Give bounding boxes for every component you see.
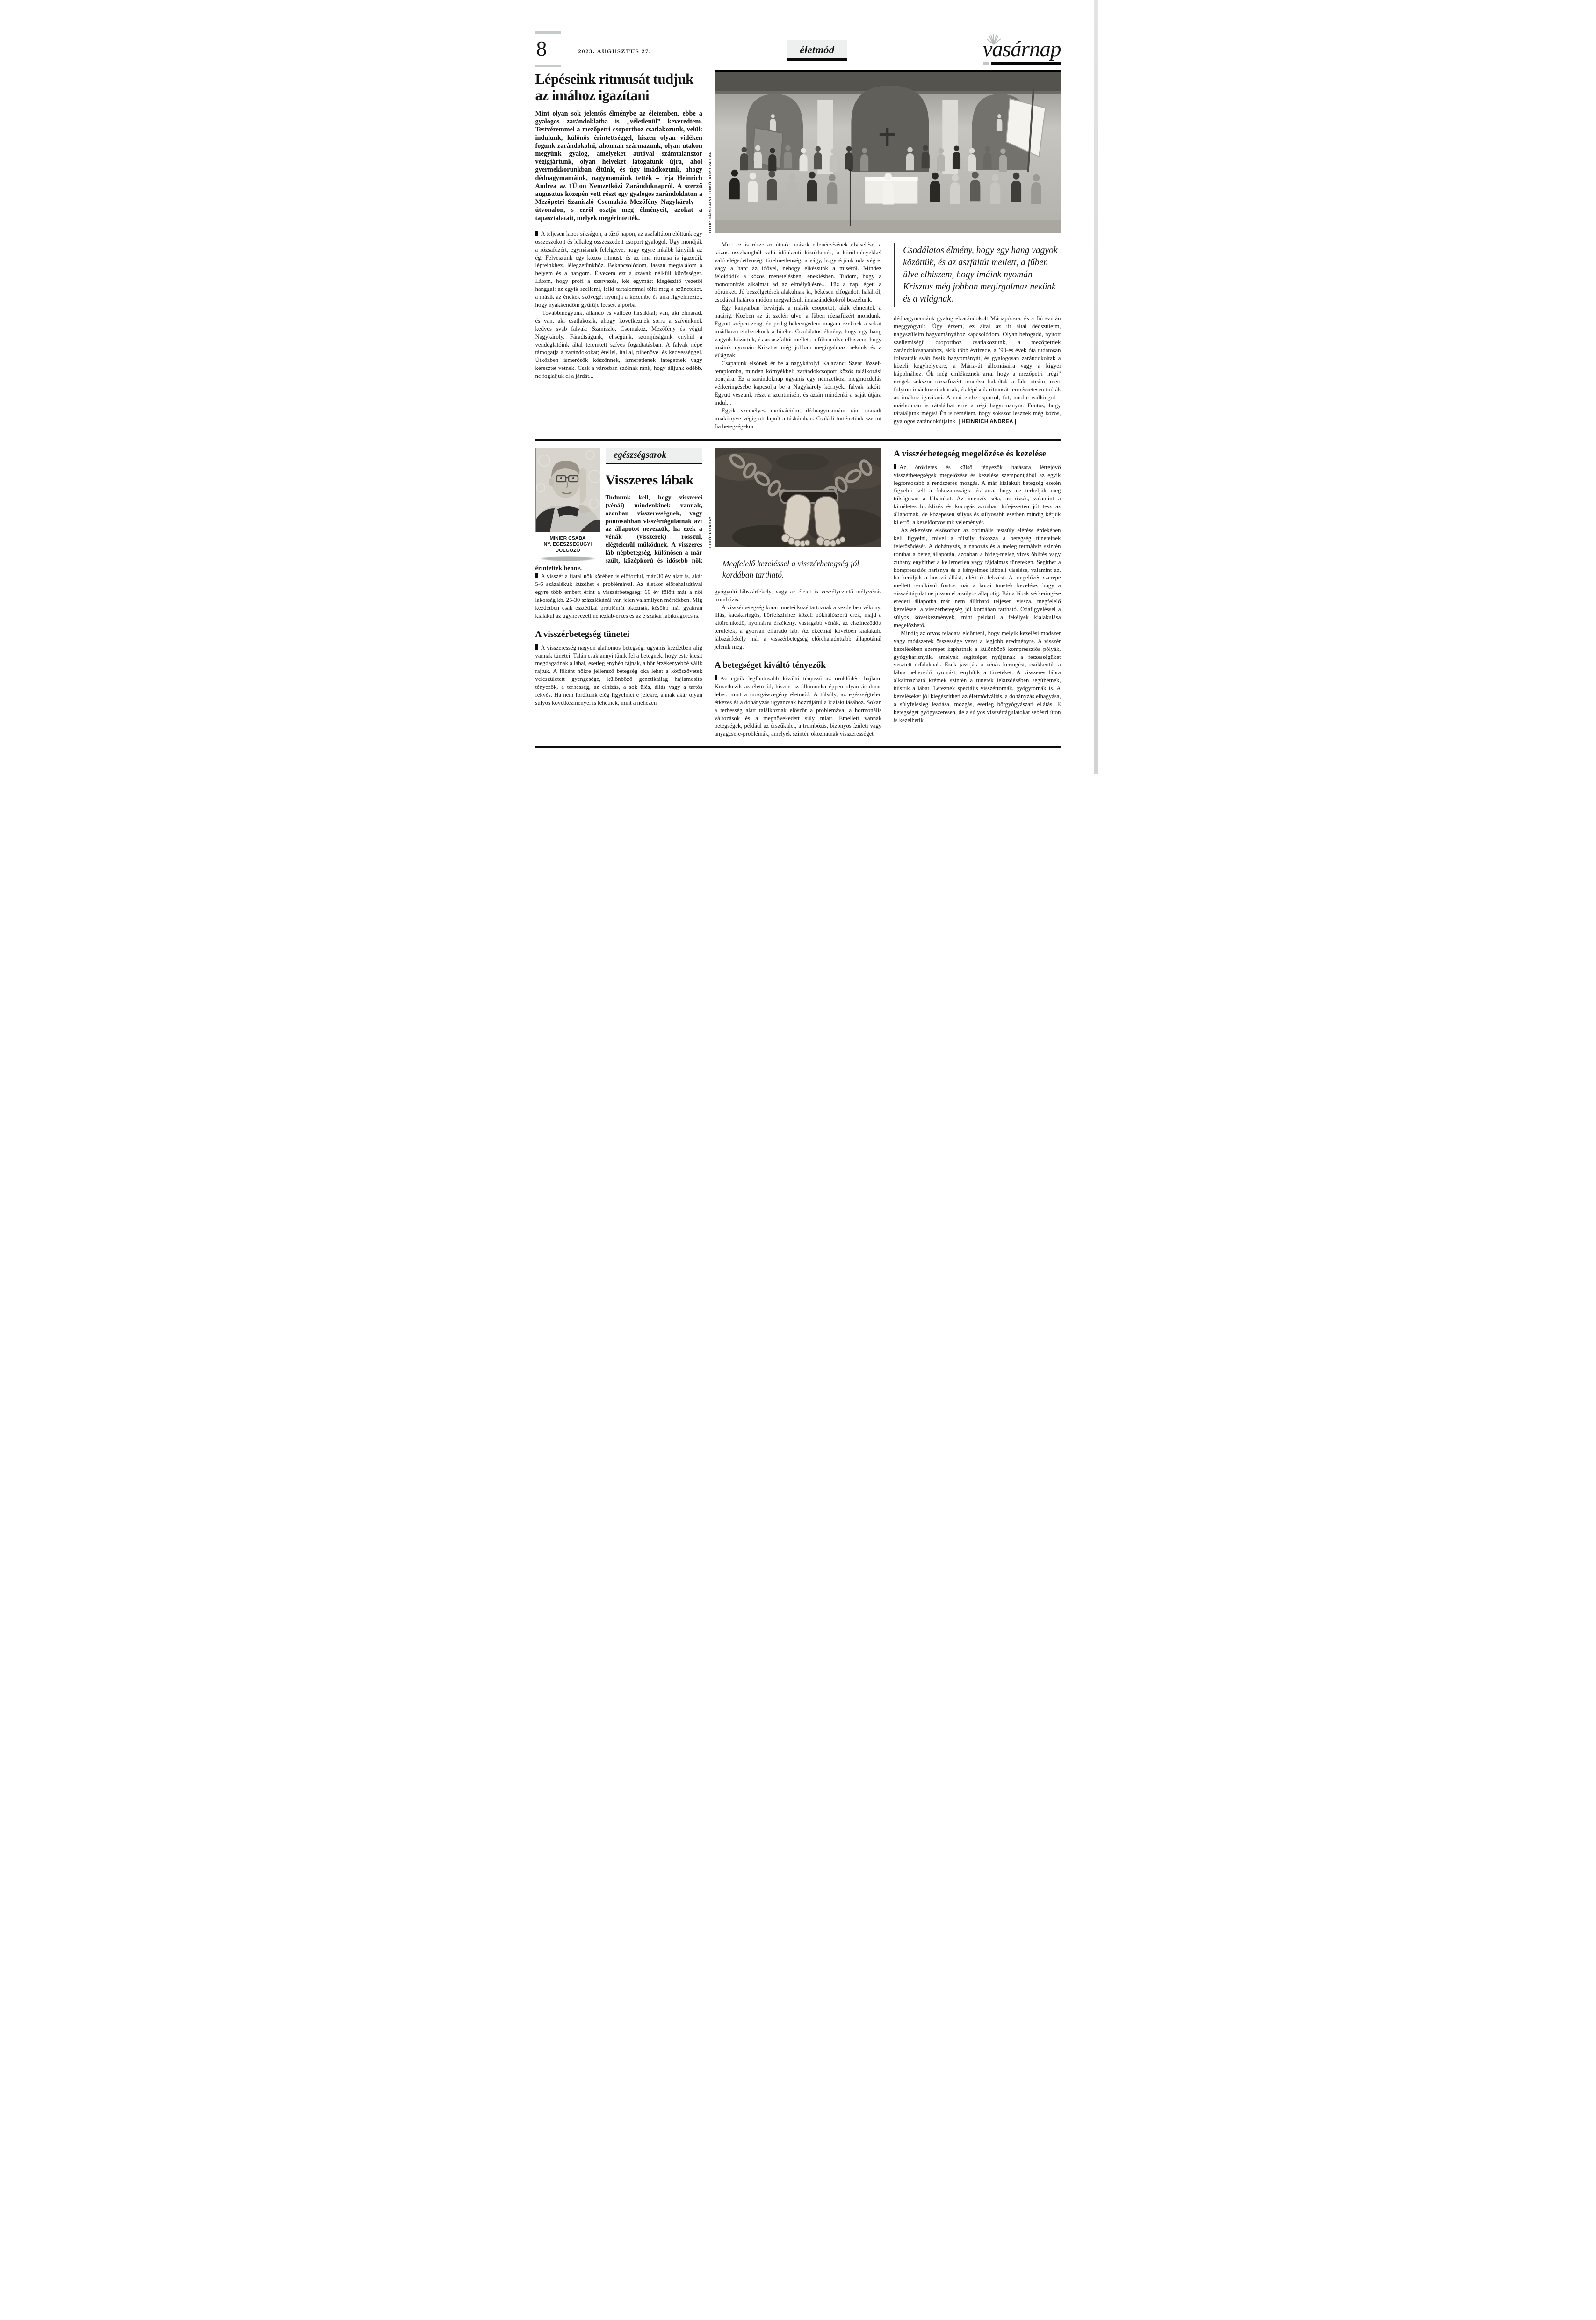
page-number-bottom-bar: [535, 65, 561, 67]
pilgrimage-byline: | HEINRICH ANDREA |: [958, 419, 1017, 425]
health-headline: Visszeres lábak: [605, 472, 693, 488]
feet-photo-credit: FOTÓ: PIXABAY: [708, 516, 712, 548]
masthead-underline: [983, 62, 1061, 65]
pilgrimage-headline: Lépéseink ritmusát tudjuk az imához igazítani: [535, 71, 693, 103]
author-name: MINIER CSABA: [549, 535, 586, 541]
health-paragraph: A visszeresség nagyon alattomos betegség, ugyanis kezdetben alig vannak tünetei. Talán csak annyi tűnik fel a betegnek, hogy este kicsit megdagadnak a lábai, esetleg enyhén fájnak, a bőr érzékenyebbé válik rajtuk. A főként nőkre jellemző betegség oka lehet a kötőszövetek veleszületett gyengesége, különböző genetikailag hajlamosító tényezők, a terhesség, az elhízás, a sok ülés, állás vagy a tartós fekvés. Ha nem fordítunk elég figyelmet e jelekre, annak akár olyan súlyos következményei is lehetnek, mint a nehezen: [535, 644, 702, 706]
author-portrait-block: [535, 448, 600, 561]
section-divider-rule: [535, 439, 1061, 441]
paragraph-marker-icon: [715, 675, 717, 680]
pilgrimage-paragraph: A teljesen lapos síkságon, a tűző napon, az aszfaltúton előttünk egy összeszokott és lelkileg összeszedett csoport gyalogol. Úgy mondják a rózsafüzért, egymásnak felelgetve, hogy egyre inkább kinyílik az ég. Felveszünk egy közös ritmust, és az ima ritmusa is igazodik lépteinkhez, lélegzetünkhöz. Bekapcsolódom, lassan megtalálom a helyem és a hangom. Élvezem ezt a szavak nélküli közösséget. Látom, hogy profi a szervezés, két egymást kiegészítő vezetői hanggal: az egyik szellemi, lelki tartalommal tölti meg a szüneteket, a másik az énekek szövegét nyomja a kezembe és arra figyelmeztet, hogy nyakkendőm gyűrűje leesett a porba.: [535, 230, 702, 308]
health-paragraph: gyógyuló lábszárfekély, vagy az életet is veszélyeztető mélyvénás trombózis.: [714, 588, 882, 603]
dateline: 2023. AUGUSZTUS 27.: [578, 48, 651, 55]
pilgrimage-paragraph: Továbbmegyünk, állandó és változó társakkal; van, aki elmarad, és van, aki csatlakozik, ahogy következnek sorra a szívünknek kedves sváb falvak: Szaniszló, Csomaköz, Mezőfény és végül Nagykároly. Fáradtságunk, éhségünk, szomjúságunk enyhül a vendéglátóink által teremtett szíves fogadtatásban. A falvak népe támogatja a zarándokokat; étellel, itallal, pihenővel és kedvességgel. Útközben ismerősök köszönnek, ismeretlenek integetnek vagy keresztet vetnek. Csak a városban szólnak ránk, hogy álljunk odébb, ne foglaljuk el a járdát...: [535, 309, 702, 380]
paragraph-marker-icon: [894, 464, 896, 469]
pilgrimage-paragraph: Csapatunk elsőnek ér be a nagykárolyi Kalazanci Szent József-templomba, minden környékbeli zarándokcsoport közös találkozási pontjára. Ez a zarándoknap ugyanis egy nemzetközi megmozdulás vérkeringésébe kapcsolja be a Nagykároly környéki falvak lakóit. Együtt veszünk részt a szentmisén, és aztán mindenki a saját útjára indul...: [714, 360, 882, 406]
page-number-block: [535, 31, 561, 67]
feet-photo-illustration: [715, 448, 881, 547]
author-title: NY. EGÉSZSÉGÜGYI DOLGOZÓ: [543, 541, 592, 553]
pilgrimage-paragraph: Egy kanyarban bevárjuk a másik csoportot, akik elmentek a határig. Közben az út szélén ülve, a fűben rózsafüzért mondunk. Együtt szépen zeng, én pedig beleengedem magam ezeknek a sokat imádkozó embereknek a hitébe. Csodálatos élmény, hogy egy hang vagyok közöttük, és az aszfaltút mellett, a fűben ülve elhiszem, hogy imáink nyomán Krisztus még jobban megirgalmaz nekünk és a világnak.: [714, 304, 882, 359]
pilgrimage-pull-quote: Csodálatos élmény, hogy egy hang vagyok közöttük, és az aszfaltút mellett, a fűben ülve elhiszem, hogy imáink nyomán Krisztus még jobban megirgalmaz nekünk és a világnak.: [894, 243, 1061, 307]
page-bottom-rule: [535, 746, 1061, 748]
health-column-2: [708, 448, 882, 738]
pilgrimage-paragraph: Mert ez is része az útnak: mások ellenérzésének elviselése, a közös összhangból való időnkénti kizökkenés, a körülményekkel való elégedetlenség, türelmetlenség, a vágy, hogy érjünk oda végre, vagy a harc az idővel, nehogy elkéssünk a miséről. Mindez feloldódik a közös menetelésben, éneklésben. Tudom, hogy a monotonitás alkalmat ad az elmélyülésre... Tűz a nap, égeti a bőrünket. Jó beszélgetések alakulnak ki, békésen elfogadott halálról, csodával határos módon megvalósult imaszándékokról beszélünk.: [714, 241, 882, 304]
health-kicker: [606, 448, 702, 464]
masthead: [983, 39, 1061, 67]
health-subhead-causes: A betegséget kiváltó tényezők: [714, 660, 826, 670]
section-label: életmód: [787, 40, 847, 61]
pilgrimage-column-3: [894, 241, 1061, 431]
pilgrimage-lead: Mint olyan sok jelentős élménybe az életemben, ebbe a gyalogos zarándoklatba is „véletlenül” keveredtem. Testvéremmel a mezőpetri csoporthoz csatlakozunk, velük indulunk, különös érintettséggel, hiszen olyan vidéken fogunk zarándokolni, ahonnan származunk, olyan utakon megyünk gyalog, amelyeket autóval számtalanszor végigjártunk, olyan helyeket látogatunk újra, ahol gyermekkorunkban éltünk, és úgy imádkozunk, ahogy dédnagymamáink, nagymamáink tették – írja Heinrich Andrea az 1Úton Nemzetközi Zarándoknapról. A szerző augusztus közepén vett részt egy gyalogos zarándoklaton a Mezőpetri–Szaniszló–Csomaköz–Mezőfény–Nagykároly útvonalon, s erről osztja meg élményeit, azokat a tapasztalatait, melyek megérintették.: [535, 110, 702, 222]
pilgrimage-paragraph: Egyik személyes motivációm, dédnagymamám rám maradt imakönyve végig ott lapult a táskámban. Családi történetünk szerint fia betegségekor: [714, 407, 882, 430]
pilgrimage-paragraph: dédnagymamánk gyalog elzarándokolt Máriapócsra, és a fiú ezután meggyógyult. Úgy érzem, ez által az út által dédszüleim, nagyszüleim hagyományához kapcsolódom. Olyan befogadó, nyitott szellemiségű csoporthoz csatlakoztunk, a mezőpetriek zarándokcsapatához, akik több évtizede, a ’90-es évek óta tudatosan folytatták sváb őseik hagyományát, és gyalogosan zarándokoltak a közeli kegyhelyekre, a Mária-út állomásaira vagy a kigyei kápolnához. Ők még emlékeznek arra, hogy a mezőpetri „régi” öregek sokszor rózsafüzért mondva haladtak a falu utcáin, mert folyton imádkozni akartak, és lépéseik ritmusát természetesen tudták az imához igazítani. A mai ember sportol, fut, nordic walkingol – máshonnan is rátalálhat erre a régi hagyományra. Fontos, hogy rátaláljunk mégis! Én is remélem, hogy sokszor lesznek még közös, gyalogos zarándokútjaink. | HEINRICH ANDREA |: [894, 315, 1061, 425]
health-lead: Tudnunk kell, hogy visszerei (vénái) mindenkinek vannak, azonban visszerességnek, vagy pontosabban visszértágulatnak azt az állapotot nevezzük, ha ezek a vénák (visszerek) rosszul, elégtelenül működnek. A visszeres láb népbetegség, különösen a már szült, középkorú és idősebb nők érintettek benne.: [535, 494, 702, 572]
health-paragraph: Az örökletes és külső tényezők hatására létrejövő visszérbetegségek megelőzése és kezelése szempontjából az egyik legfontosabb a rendszeres mozgás. A már kialakult betegség esetén figyelni kell a fokozatosságra és arra, hogy ne terheljük meg túlságosan a lábainkat. Az intenzív séta, az úszás, valamint a kíméletes biciklizés és kocogás azonban kifejezetten jót tesz az állapotnak, de közepesen súlyos és súlyosabb esetben mindig kérjük ki erről a kezelőorvosunk véleményét.: [894, 463, 1061, 526]
article-pilgrimage: [535, 70, 1061, 431]
health-column-3: [894, 448, 1061, 738]
scan-edge-artifact: [1094, 0, 1098, 774]
newspaper-page: [499, 0, 1098, 774]
health-paragraph: A visszérbetegség korai tünetei közé tartoznak a kezdetben vékony, lilás, kacskaringós, bőrfelszínhez közeli pókhálószerű erek, majd a kitüremkedő, nyomásra érzékeny, vastagabb vénák, az elszíneződött területek, a gyorsan elfáradó láb. Az ekcémát követően kialakuló lábszárfekély már a visszérbetegség előrehaladottabb állapotánál jelenik meg.: [714, 604, 882, 650]
health-kicker-label: egészségsarok: [606, 448, 702, 464]
pilgrimage-column-1: [535, 70, 702, 431]
masthead-underline-accent: [983, 62, 989, 65]
page-number: 8: [536, 36, 547, 60]
church-photo: [708, 70, 1061, 235]
health-pull-quote: Megfelelő kezeléssel a visszérbetegség jól kordában tartható.: [715, 556, 881, 582]
paragraph-marker-icon: [535, 644, 538, 650]
health-paragraph: Az egyik legfontosabb kiváltó tényező az öröklődési hajlam. Következik az életmód, hiszen az állómunka éppen olyan ártalmas lehet, mint a mozgásszegény életmód. A túlsúly, az egészségtelen étkezés és a dohányzás ugyancsak hozzájárul a kialakulásához. Sokan a terhesség alatt találkoznak először a problémával a hormonális változások és a megnövekedett súly miatt. Emellett vannak betegségek, például az érszűkület, a trombózis, bizonyos ízületi vagy anyagcsere-problémák, amelyek szintén okozhatnak visszerességet.: [714, 675, 882, 737]
health-subhead-prevention: A visszérbetegség megelőzése és kezelése: [894, 448, 1047, 459]
paragraph-marker-icon: [535, 231, 538, 236]
feet-photo: [708, 448, 881, 549]
masthead-underline-bar: [991, 62, 1061, 65]
page-header: [535, 12, 1061, 67]
masthead-title: vasárnap: [982, 37, 1061, 61]
pilgrimage-column-2: [715, 241, 881, 431]
health-column-1: [535, 448, 702, 738]
author-portrait-illustration: [535, 448, 600, 532]
sunburst-icon: [986, 33, 1002, 48]
caption-shadow-ellipse: [540, 556, 595, 561]
health-paragraph: Az étkezésre elsősorban az optimális testsúly elérése érdekében kell figyelni, mivel a túlsúly fokozza a betegség tüneteinek felerősödését. A dohányzás, a napozás és a meleg termálvíz szintén ronthat a beteg állapotán, azonban a hideg-meleg vizes öblítés vagy zuhany enyhíthet a kellemetlen vagy fájdalmas tüneteken. Segíthet a kompressziós harisnya és a kényelmes lábbeli viselése, valamint az, ha kerüljük a hosszú állást, ülést és fekvést. A megelőzés szerepe mellett rendkívül fontos már a korai tünetek kezelése, hogy a visszértágulat ne jusson el a súlyos állapotig. Bár a lábak vérkeringése eredeti állapotba már nem állítható teljesen vissza, megfelelő kezeléssel a visszérbetegség jól kordában tartható. Odafigyeléssel a súlyos következmények, mint például a fekélyek kialakulása megelőzhető.: [894, 527, 1061, 629]
health-subhead-symptoms: A visszérbetegség tünetei: [535, 629, 630, 639]
article-health: [535, 448, 1061, 738]
paragraph-marker-icon: [535, 573, 538, 578]
health-paragraph: A visszér a fiatal nők körében is előfordul, már 30 év alatt is, akár 5-6 százalékuk küzdhet e problémával. Az életkor előrehaladtával egyre több embert érint a visszérbetegség: 60 év fölött már a női lakosság kb. 25-30 százalékánál van jelen valamilyen mértékben. Míg kezdetben csak esztétikai problémát okoznak, később már gyakran kialakul az úgynevezett nehézláb-érzés és az éjszakai lábikragörcs is.: [535, 573, 702, 619]
health-paragraph: Mindig az orvos feladata eldönteni, hogy melyik kezelési módszer vagy módszerek összessége vezet a legjobb eredményre. A visszér kezelésében szerepet kaphatnak a különböző kompressziós pólyák, gyógyharisnyák, amelyek segítséget nyújtanak a feszességüket vesztett érfalaknak. Ezek javítják a vénás keringést, csökkentik a lábra nehezedő nyomást, enyhítik a tüneteket. A visszeres lábra alkalmazható krémek szintén a tünetek leküzdésében segíthetnek, hűsítik a lábat. Léteznek speciális visszértornák, gyógytornák is. A kezeléseket jól kiegészítheti az életmódváltás, a dohányzás elhagyása, a súlyfelesleg leadása, mozgás, esetleg bőrgyógyászati ellátás. E betegséget gyógyszeresen, de a súlyos visszértágulatokat sebészi úton is kezelhetik.: [894, 629, 1061, 723]
church-photo-illustration: [715, 72, 1061, 233]
church-photo-credit: FOTÓ: HÁRSFALVI ILDIKÓ, KOPRIVA ÉVA: [708, 152, 712, 233]
